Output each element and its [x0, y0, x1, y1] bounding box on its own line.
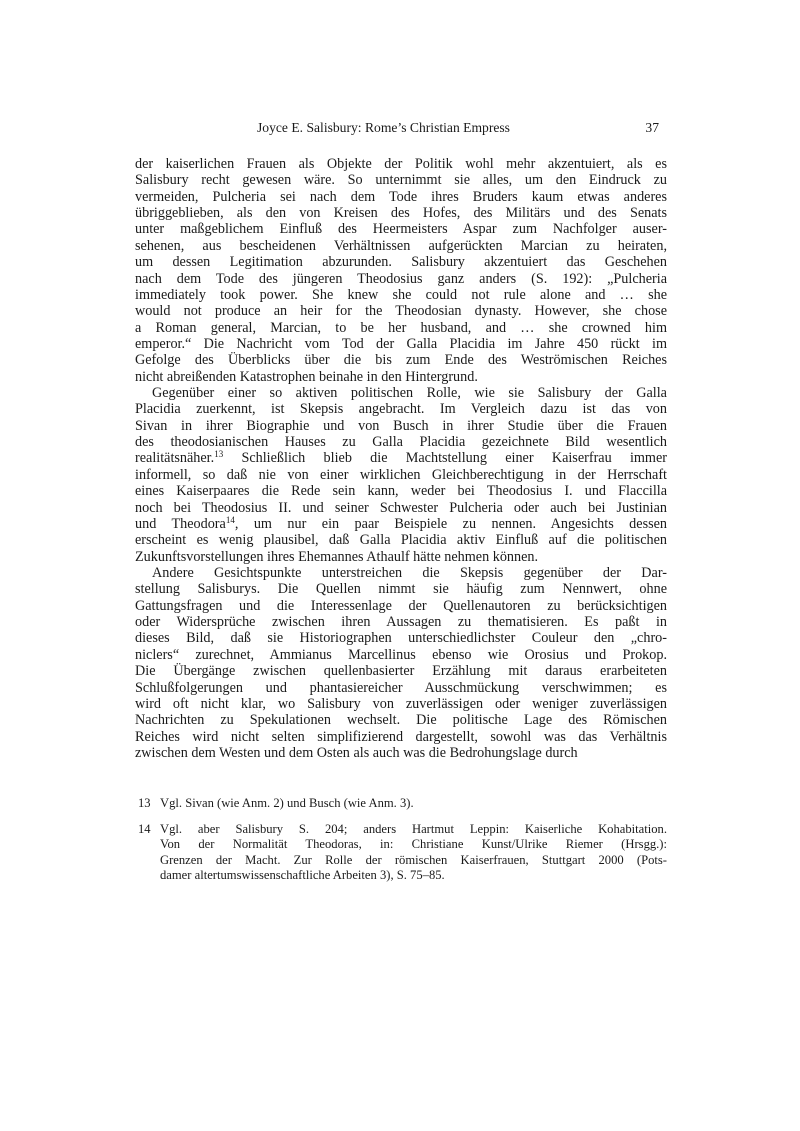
footnote-number: 13 — [138, 796, 151, 810]
text-segment: erscheint es wenig plausibel, daß Galla Placidia aktiv Einfluß auf die politischen — [135, 532, 667, 549]
text-segment: Schlußfolgerungen und phantasiereicher Ausschmückung verschwimmen; es — [135, 679, 667, 696]
text-line — [135, 696, 667, 712]
text-segment: immediately took power. She knew she could not rule alone and … she — [135, 286, 667, 303]
text-segment: , um nur ein paar Beispiele zu nennen. Angesichts dessen — [234, 515, 668, 532]
text-line — [135, 271, 667, 287]
text-segment: sehenen, aus bescheidenen Verhältnissen aufgerückten Marcian zu heiraten, — [135, 237, 667, 254]
text-segment: Placidia zuerkennt, ist Skepsis angebracht. Im Vergleich dazu ist das von — [135, 401, 667, 418]
text-line — [135, 614, 667, 630]
text-line — [135, 352, 667, 368]
text-line — [135, 680, 667, 696]
text-segment: informell, so daß nie von einer wirklichen Gleichberechtigung in der Herrschaft — [135, 466, 667, 483]
text-segment: der kaiserlichen Frauen als Objekte der Politik wohl mehr akzentuiert, als es — [135, 156, 667, 172]
text-line — [135, 565, 667, 581]
running-header — [135, 119, 667, 137]
text-segment: Reiches wird nicht selten simplifizierend dargestellt, sowohl was das Verhältnis — [135, 728, 667, 745]
footnotes — [135, 796, 667, 894]
paragraph — [135, 565, 667, 761]
text-segment: Salisbury recht gewesen wäre. So unternimmt sie alles, um den Eindruck zu — [135, 172, 667, 189]
text-segment: zwischen dem Westen und dem Osten als auch was die Bedrohungslage durch — [135, 744, 578, 761]
text-segment: Gefolge des Überblicks über die bis zum Ende des Weströmischen Reiches — [135, 352, 667, 369]
text-line — [135, 729, 667, 745]
running-title: Joyce E. Salisbury: Rome’s Christian Empress — [257, 120, 510, 135]
footnote-number: 14 — [138, 821, 151, 836]
text-line — [135, 172, 667, 188]
text-segment: vermeiden, Pulcheria sei nach dem Tode ihres Bruders kaum etwas anderes — [135, 188, 667, 205]
footnote-line: Grenzen der Macht. Zur Rolle der römischen Kaiserfrauen, Stuttgart 2000 (Pots- — [160, 852, 667, 867]
text-line — [135, 156, 667, 172]
text-line — [135, 549, 667, 565]
text-segment: nicht abreißenden Katastrophen beinahe in den Hintergrund. — [135, 368, 478, 385]
footnote-line: damer altertumswissenschaftliche Arbeiten 3), S. 75–85. — [160, 868, 445, 883]
text-line — [135, 238, 667, 254]
text-line — [135, 532, 667, 548]
text-line — [135, 254, 667, 270]
text-segment: und Theodora — [135, 515, 226, 532]
footnote-line: Vgl. Sivan (wie Anm. 2) und Busch (wie Anm. 3). — [160, 796, 414, 810]
footnote-line: Von der Normalität Theodoras, in: Christiane Kunst/Ulrike Riemer (Hrsgg.): — [160, 837, 667, 852]
text-line — [135, 369, 667, 385]
page-number: 37 — [645, 120, 659, 135]
text-segment: unter maßgeblichem Einfluß des Heermeisters Aspar zum Nachfolger auser- — [135, 221, 667, 238]
text-segment: Andere Gesichtspunkte unterstreichen die Skepsis gegenüber der Dar- — [152, 564, 667, 581]
text-line — [135, 712, 667, 728]
text-segment: noch bei Theodosius II. und seiner Schwester Pulcheria oder auch bei Justinian — [135, 499, 667, 516]
text-segment: Zukunftsvorstellungen ihres Ehemannes Athaulf hätte nehmen können. — [135, 548, 539, 565]
text-line — [135, 581, 667, 597]
text-segment: a Roman general, Marcian, to be her husband, and … she crowned him — [135, 319, 667, 336]
paragraph — [135, 385, 667, 565]
text-segment: des theodosianischen Hauses zu Galla Placidia gezeichnete Bild wesentlich — [135, 434, 667, 451]
text-line — [135, 336, 667, 352]
paragraph — [135, 156, 667, 385]
text-line — [135, 467, 667, 483]
text-segment: übriggeblieben, als den von Kreisen des Hofes, des Militärs und des Senats — [135, 205, 667, 222]
text-segment: realitätsnäher. — [135, 450, 215, 467]
text-line — [135, 500, 667, 516]
text-line — [135, 205, 667, 221]
text-line — [135, 320, 667, 336]
footnote-reference[interactable]: 13 — [214, 449, 224, 460]
text-line — [135, 287, 667, 303]
text-line — [135, 303, 667, 319]
footnote-reference[interactable]: 14 — [225, 514, 235, 525]
text-segment: wird oft nicht klar, wo Salisbury von zuverlässigen oder weniger zuverlässigen — [135, 695, 667, 712]
text-line — [135, 401, 667, 417]
text-line — [135, 483, 667, 499]
text-line — [135, 516, 667, 532]
text-segment: eines Kaiserpaares die Rede sein kann, weder bei Theodosius I. und Flaccilla — [135, 483, 667, 500]
text-segment: um dessen Legitimation abzurunden. Salisbury akzentuiert das Geschehen — [135, 254, 667, 271]
text-line — [135, 418, 667, 434]
text-line — [135, 630, 667, 646]
text-line — [135, 221, 667, 237]
text-segment: Gegenüber einer so aktiven politischen Rolle, wie sie Salisbury der Galla — [152, 385, 667, 402]
body-text — [135, 156, 667, 761]
text-line — [135, 663, 667, 679]
text-segment: Sivan in ihrer Biographie und von Busch in ihrer Studie über die Frauen — [135, 417, 667, 434]
text-line — [135, 385, 667, 401]
text-segment: Nachrichten zu Spekulationen wechselt. Die politische Lage des Römischen — [135, 712, 667, 729]
text-segment: oder Widersprüche zwischen ihren Aussagen zu thematisieren. Es paßt in — [135, 614, 667, 631]
footnote-line: Vgl. aber Salisbury S. 204; anders Hartmut Leppin: Kaiserliche Kohabitation. — [160, 821, 667, 836]
text-segment: stellung Salisburys. Die Quellen nimmt sie häufig zum Nennwert, ohne — [135, 581, 667, 598]
text-line — [135, 647, 667, 663]
text-segment: niclers“ zurechnet, Ammianus Marcellinus ebenso wie Orosius und Prokop. — [135, 646, 667, 663]
text-segment: emperor.“ Die Nachricht vom Tod der Galla Placidia im Jahre 450 rückt im — [135, 335, 667, 352]
text-line — [135, 189, 667, 205]
text-line — [135, 450, 667, 466]
text-segment: Schließlich blieb die Machtstellung einer Kaiserfrau immer — [223, 450, 667, 467]
footnote — [135, 822, 667, 884]
text-line — [135, 434, 667, 450]
text-line — [135, 598, 667, 614]
text-segment: nach dem Tode des jüngeren Theodosius ganz anders (S. 192): „Pulcheria — [135, 270, 667, 287]
text-segment: would not produce an heir for the Theodosian dynasty. However, she chose — [135, 303, 667, 320]
text-segment: dieses Bild, daß sie Historiographen unterschiedlichster Couleur den „chro- — [135, 630, 667, 647]
text-segment: Die Übergänge zwischen quellenbasierter Erzählung mit daraus erarbeiteten — [135, 663, 667, 680]
footnote — [135, 796, 667, 812]
text-segment: Gattungsfragen und die Interessenlage der Quellenautoren zu berücksichtigen — [135, 597, 667, 614]
text-line — [135, 745, 667, 761]
